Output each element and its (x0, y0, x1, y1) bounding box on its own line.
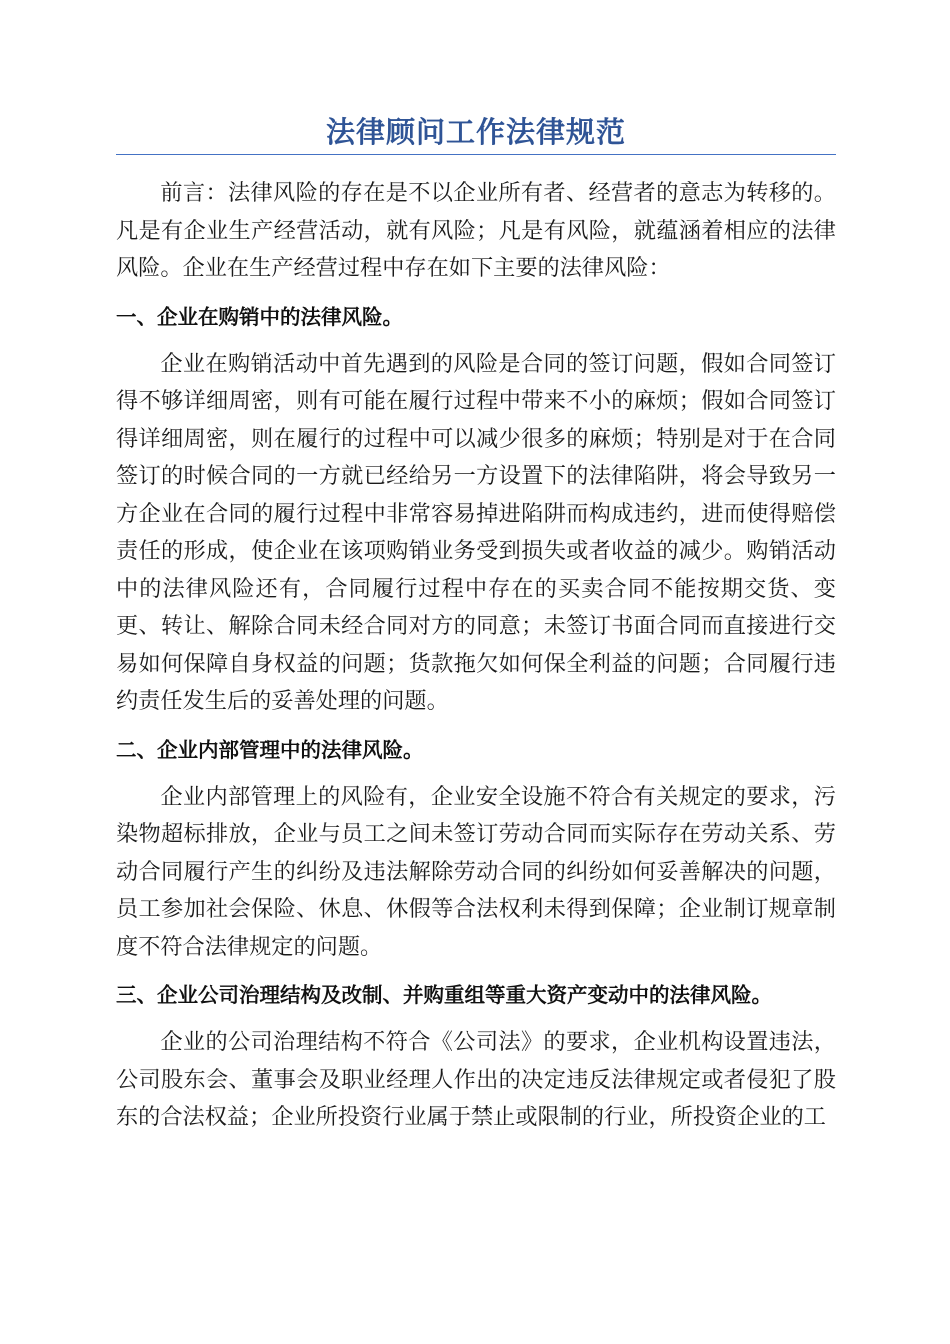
section-2-heading: 二、企业内部管理中的法律风险。 (116, 737, 424, 762)
section-1-body: 企业在购销活动中首先遇到的风险是合同的签订问题，假如合同签订得不够详细周密，则有可能在履行过程中带来不小的麻烦；假如合同签订得详细周密，则在履行的过程中可以减少很多的麻烦；特别是对于在合同签订的时候合同的一方就已经给另一方设置下的法律陷阱，将会导致另一方企业在合同的履行过程中非常容易掉进陷阱而构成违约，进而使得赔偿责任的形成，使企业在该项购销业务受到损失或者收益的减少。购销活动中的法律风险还有，合同履行过程中存在的买卖合同不能按期交货、变更、转让、解除合同未经合同对方的同意；未签订书面合同而直接进行交易如何保障自身权益的问题；货款拖欠如何保全利益的问题；合同履行违约责任发生后的妥善处理的问题。 (116, 350, 836, 714)
section-3-heading: 三、企业公司治理结构及改制、并购重组等重大资产变动中的法律风险。 (116, 983, 772, 1007)
document-title: 法律顾问工作法律规范 (116, 112, 836, 155)
intro-paragraph: 前言：法律风险的存在是不以企业所有者、经营者的意志为转移的。凡是有企业生产经营活动，就有风险；凡是有风险，就蕴涵着相应的法律风险。企业在生产经营过程中存在如下主要的法律风险： (116, 180, 836, 281)
section-3-body: 企业的公司治理结构不符合《公司法》的要求，企业机构设置违法，公司股东会、董事会及职业经理人作出的决定违反法律规定或者侵犯了股东的合法权益；企业所投资行业属于禁止或限制的行业，所投资企业的工 (116, 1029, 836, 1130)
section-1-heading: 一、企业在购销中的法律风险。 (116, 304, 403, 329)
document-page (116, 112, 836, 1137)
section-2-body: 企业内部管理上的风险有，企业安全设施不符合有关规定的要求，污染物超标排放，企业与员工之间未签订劳动合同而实际存在劳动关系、劳动合同履行产生的纠纷及违法解除劳动合同的纠纷如何妥善解决的问题，员工参加社会保险、休息、休假等合法权利未得到保障；企业制订规章制度不符合法律规定的问题。 (116, 783, 836, 960)
